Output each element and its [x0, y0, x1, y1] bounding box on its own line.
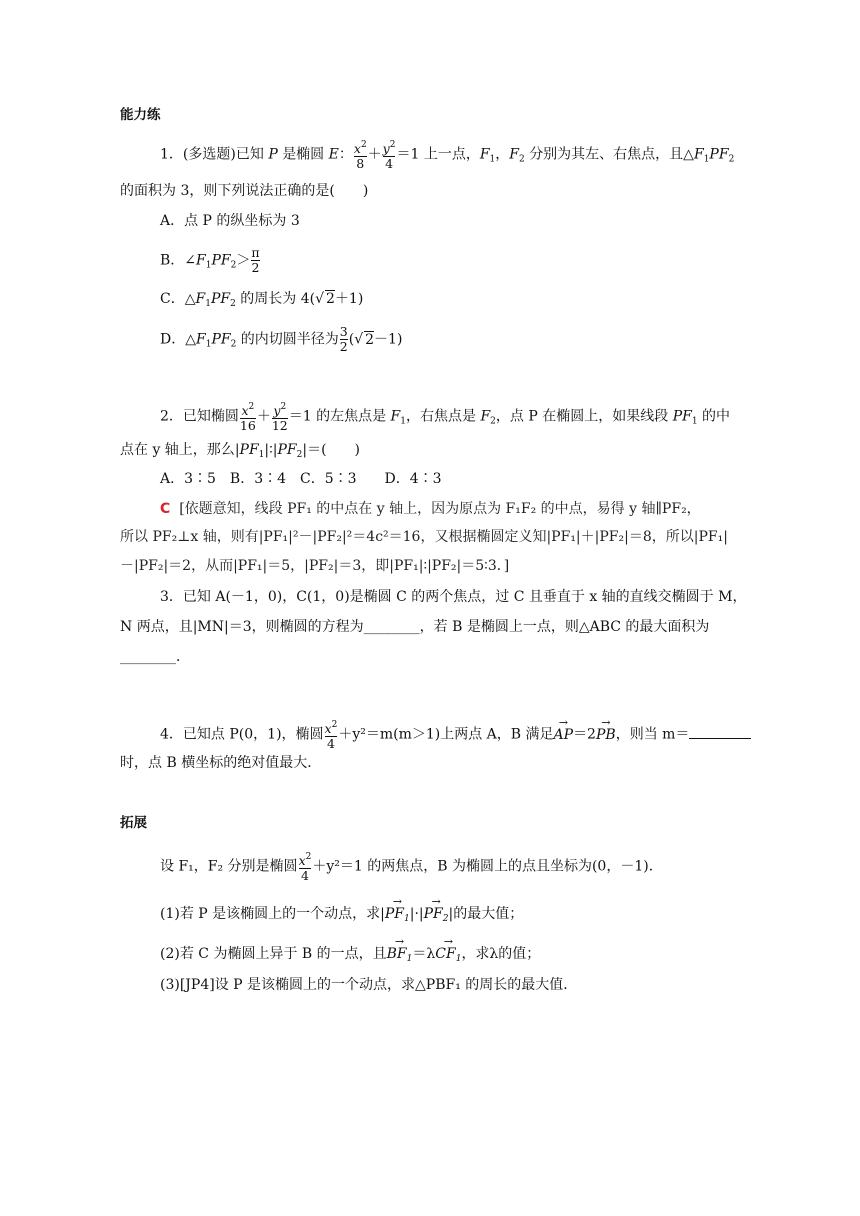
- question-4-stem-line2: 时，点 B 横坐标的绝对值最大．: [120, 755, 322, 771]
- question-1-option-a: A．点 P 的纵坐标为 3: [160, 213, 300, 229]
- extension-intro: 设 F₁，F₂ 分别是椭圆 $\frac{x^2}{4}$ ＋y²＝1 的两焦点，B 为椭圆上的点且坐标为(0，－1)．: [160, 852, 663, 883]
- answer-blank: [689, 724, 751, 739]
- question-2-stem-line2: 点在 y 轴上，那么$|PF_1|∶|PF_2|=$( ): [120, 442, 360, 460]
- extension-part-3: (3)[JP4]设 P 是该椭圆上的一个动点，求△PBF₁ 的周长的最大值．: [160, 977, 578, 993]
- question-4-stem: 4．已知点 P(0，1)，椭圆 $\frac{x^2}{4}$ ＋y²＝m(m＞1)上两点 A，B 满足→ AP＝2→ PB，则当 m＝: [160, 718, 751, 751]
- question-1-stem: 1．(多选题)已知 P 是椭圆 E： $\frac{x^2}{8}$ ＋ $\frac{y^2}{4}$ ＝1 上一点，$F_1$，$F_2$ 分别为其左、右焦点，且$\triangle F_1PF_2$: [160, 140, 735, 171]
- question-3-line2: N 两点，且|MN|＝3，则椭圆的方程为________，若 B 是椭圆上一点，则△ABC 的最大面积为: [120, 619, 710, 635]
- question-3-line1: 3．已知 A(－1，0)，C(1，0)是椭圆 C 的两个焦点，过 C 且垂直于 x 轴的直线交椭圆于 M，: [160, 589, 747, 605]
- question-2-stem: 2．已知椭圆 $\frac{x^2}{16}$ ＋ $\frac{y^2}{12}$ ＝1 的左焦点是 $F_1$，右焦点是 $F_2$，点 P 在椭圆上，如果线段 $PF_1$ 的中: [160, 402, 731, 433]
- question-2-solution-line3: －|PF₂|＝2，从而|PF₁|＝5，|PF₂|＝3，即|PF₁|∶|PF₂|＝5∶3．]: [120, 558, 510, 574]
- question-1-option-b: B．$\angle F_1PF_2>$ $\frac{\pi}{2}$: [160, 245, 260, 275]
- question-1-option-d: D．$\triangle F_1PF_2$ 的内切圆半径为 $\frac{3}{2}$ (√ 2－1): [160, 324, 403, 354]
- answer-letter: C: [160, 501, 171, 517]
- section-heading-ability: 能力练: [120, 107, 161, 123]
- question-3-line3: ________．: [120, 649, 190, 665]
- question-2-solution-line2: 所以 PF₂⊥x 轴，则有|PF₁|²－|PF₂|²＝4c²＝16，又根据椭圆定义知|PF₁|＋|PF₂|＝8，所以|PF₁|: [120, 529, 728, 545]
- question-1-option-c: C．$\triangle F_1PF_2$ 的周长为 4(√ 2＋1): [160, 291, 364, 309]
- question-1-stem-line2: 的面积为 3，则下列说法正确的是( ): [120, 183, 369, 199]
- extension-part-2: (2)若 C 为椭圆上异于 B 的一点，且→ $BF_1=\lambda\to CF_1$，求λ的值；: [160, 943, 540, 970]
- question-2-solution-line1: C [依题意知，线段 PF₁ 的中点在 y 轴上，因为原点为 F₁F₂ 的中点，易得 y 轴∥PF₂，: [160, 501, 701, 517]
- extension-part-1: (1)若 P 是该椭圆上的一个动点，求|→ $PF_1|\cdot|\to PF_2|$的最大值；: [160, 903, 523, 930]
- section-heading-extend: 拓展: [120, 815, 147, 831]
- question-2-options: A．3∶5 B．3∶4 C．5∶3 D．4∶3: [160, 471, 442, 487]
